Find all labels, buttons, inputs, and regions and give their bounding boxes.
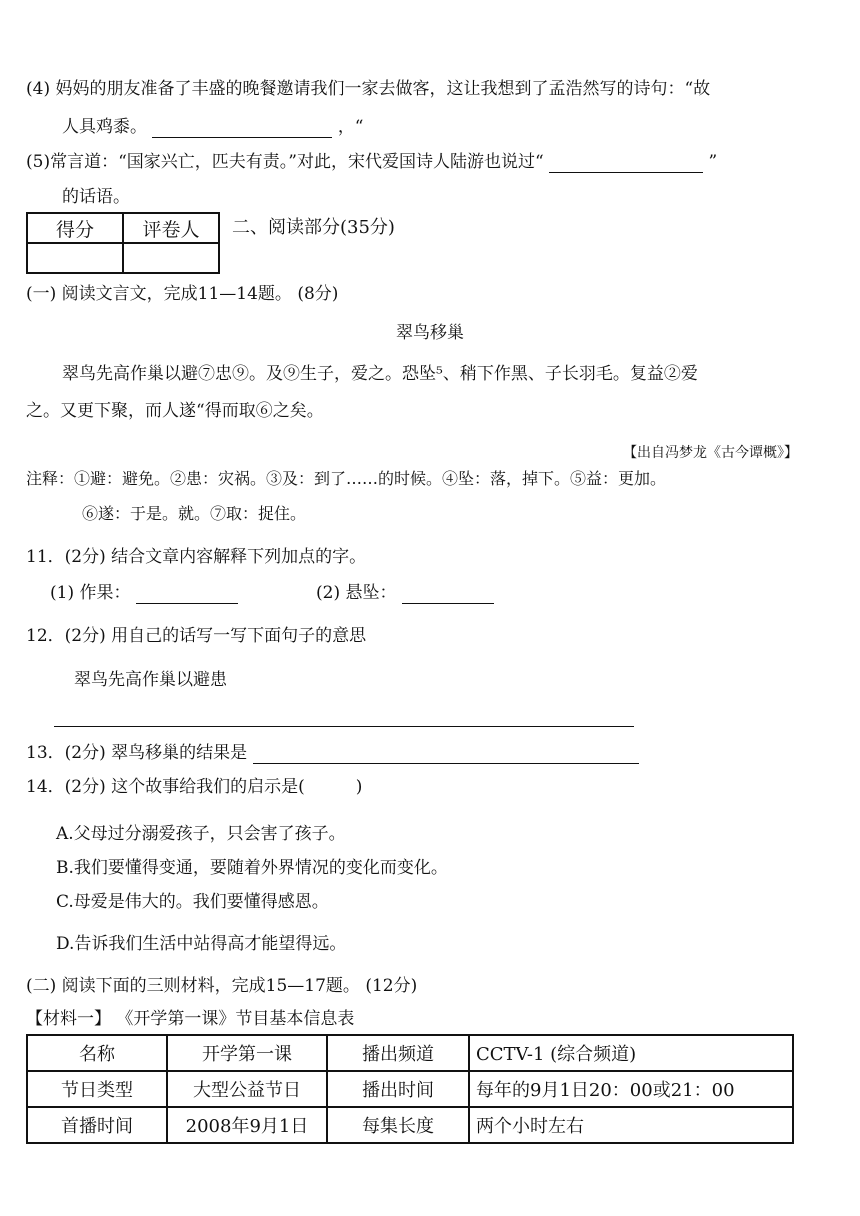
q5-line1-suffix: ” <box>708 152 718 172</box>
option-a[interactable]: A.父母过分溺爱孩子，只会害了孩子。 <box>56 824 346 844</box>
table-row <box>27 1035 793 1071</box>
table-cell: 大型公益节日 <box>167 1071 327 1107</box>
part2-heading: (二) 阅读下面的三则材料，完成15—17题。 (12分) <box>26 976 418 996</box>
passage-line1: 翠鸟先高作巢以避⑦忠⑨。及⑨生子，爱之。恐坠⁵、稍下作黑、子长羽毛。复益②爱 <box>62 364 698 384</box>
table-cell: 两个小时左右 <box>469 1107 793 1143</box>
q4-line2 <box>62 116 364 138</box>
q5-line2: 的话语。 <box>62 187 130 207</box>
q5-line1-prefix: (5)常言道：“国家兴亡，匹夫有责。”对此，宋代爱国诗人陆游也说过“ <box>26 152 544 172</box>
q12-answer-line[interactable] <box>54 726 634 727</box>
option-c[interactable]: C.母爱是伟大的。我们要懂得感恩。 <box>56 892 329 912</box>
q12-sentence: 翠鸟先高作巢以避患 <box>74 670 227 690</box>
score-header: 得分 <box>27 213 123 243</box>
table-row <box>27 1107 793 1143</box>
part1-heading: (一) 阅读文言文，完成11—14题。 (8分) <box>26 284 339 304</box>
passage-line2: 之。又更下聚，而人遂“得而取⑥之矣。 <box>26 401 324 421</box>
q11-item2-label: (2) 悬坠： <box>316 583 397 603</box>
table-cell: 开学第一课 <box>167 1035 327 1071</box>
q13-text: 13．(2分) 翠鸟移巢的结果是 <box>26 743 248 763</box>
grader-cell[interactable] <box>123 243 219 273</box>
q11-item2 <box>316 582 494 604</box>
q13-line <box>26 742 639 764</box>
q4-answer-blank[interactable] <box>152 119 332 138</box>
table-cell: CCTV-1 (综合频道) <box>469 1035 793 1071</box>
section2-title: 二、阅读部分(35分) <box>232 217 395 238</box>
q11-item1-label: (1) 作果： <box>50 583 131 603</box>
q13-answer-blank[interactable] <box>253 745 639 764</box>
q4-line1: (4) 妈妈的朋友准备了丰盛的晚餐邀请我们一家去做客，这让我想到了孟浩然写的诗句：“故 <box>26 79 711 99</box>
notes-line2: ⑥遂：于是。就。⑦取：捉住。 <box>82 504 307 523</box>
score-table <box>26 212 220 274</box>
q5-answer-blank[interactable] <box>549 154 703 173</box>
table-cell: 节日类型 <box>27 1071 167 1107</box>
passage-source: 【出自冯梦龙《古今谭概》】 <box>623 445 798 461</box>
table-cell: 播出频道 <box>327 1035 469 1071</box>
q14-text: 14．(2分) 这个故事给我们的启示是( ) <box>26 777 363 797</box>
q11-item2-blank[interactable] <box>402 585 494 604</box>
q4-line2-suffix: ，“ <box>337 117 364 137</box>
passage-title: 翠鸟移巢 <box>396 323 464 343</box>
q4-line2-prefix: 人具鸡黍。 <box>62 117 147 137</box>
option-b[interactable]: B.我们要懂得变通，要随着外界情况的变化而变化。 <box>56 858 448 878</box>
program-info-table <box>26 1034 794 1144</box>
table-cell: 首播时间 <box>27 1107 167 1143</box>
table-cell: 2008年9月1日 <box>167 1107 327 1143</box>
q11-item1 <box>50 582 238 604</box>
table-cell: 每年的9月1日20：00或21：00 <box>469 1071 793 1107</box>
q11-item1-blank[interactable] <box>136 585 238 604</box>
table-cell: 播出时间 <box>327 1071 469 1107</box>
table-cell: 每集长度 <box>327 1107 469 1143</box>
material-title: 【材料一】 《开学第一课》节目基本信息表 <box>26 1009 355 1029</box>
notes-line1: 注释：①避：避免。②患：灾祸。③及：到了……的时候。④坠：落，掉下。⑤益：更加。 <box>26 469 667 488</box>
table-row <box>27 1071 793 1107</box>
score-cell[interactable] <box>27 243 123 273</box>
table-cell: 名称 <box>27 1035 167 1071</box>
q5-line1 <box>26 151 717 173</box>
option-d[interactable]: D.告诉我们生活中站得高才能望得远。 <box>56 934 347 954</box>
q11-text: 11．(2分) 结合文章内容解释下列加点的字。 <box>26 547 367 567</box>
q12-text: 12．(2分) 用自己的话写一写下面句子的意思 <box>26 626 367 646</box>
grader-header: 评卷人 <box>123 213 219 243</box>
